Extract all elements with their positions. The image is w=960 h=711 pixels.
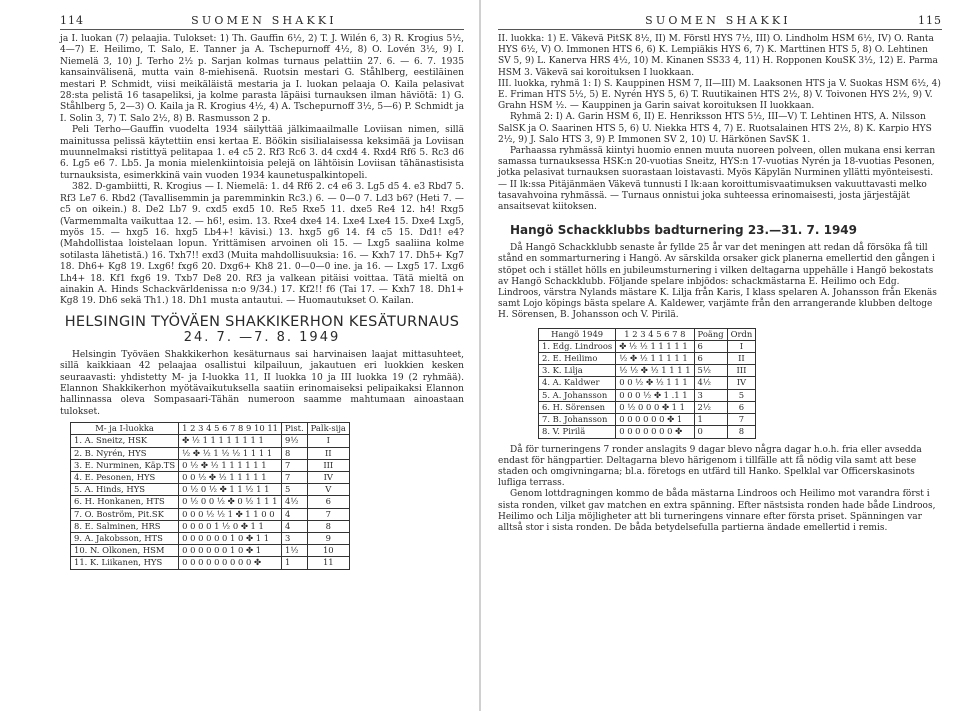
- table-row: 7. B. Johansson 0 0 0 0 0 0 ✤ 1 1 7: [539, 414, 756, 426]
- table-row: 3. K. Lilja ½ ½ ✤ ½ 1 1 1 1 5½ III: [539, 365, 756, 377]
- right-page: [480, 0, 960, 711]
- crosstable-header-row: [71, 423, 350, 435]
- table-row: 6. H. Honkanen, HTS 0 ½ 0 0 ½ ✤ 0 ½ 1 1 1 4½ 6: [71, 496, 350, 508]
- table-row: 4. E. Pesonen, HYS 0 0 ½ ✤ ½ 1 1 1 1 1 7 IV: [71, 472, 350, 484]
- right-paragraph: III. luokka, ryhmä 1: I) S. Kauppinen HSM 7, II—III) M. Laaksonen HTS ja V. Suokas HSM 6½, 4) E. Friman HTS 5½, 5) E. Nyrén HYS 5, 6) T. Ruutikainen HTS 2½, 8) V. Toivonen HYS 2½, 9) V. Grahn HSM ½. — Kauppinen ja Garin saivat koroituksen II luokkaan.: [498, 78, 941, 112]
- helsinki-section-date: 24. 7. —7. 8. 1949: [183, 329, 341, 345]
- right-paragraph: II. luokka: 1) E. Väkevä PitSK 8½, II) M. Förstl HYS 7½, III) O. Lindholm HSM 6½, IV) O. Ranta HYS 6½, V) O. Immonen HTS 6, 6) K. Lempiäkis HYS 6, 7) K. Marttinen HTS 5, 8) O. Lehtinen SV 5, 9) L. Kanerva HRS 4½, 10) M. Kinanen SS33 4, 11) H. Ropponen KouSK 3½, 12) E. Parma HSM 3. Väkevä sai koroituksen I luokkaan.: [498, 34, 938, 78]
- crosstable-rounds-header: 1 2 3 4 5 6 7 8 9 10 11: [179, 423, 282, 435]
- table-row: 10. N. Olkonen, HSM 0 0 0 0 0 0 1 0 ✤ 1 1½ 10: [71, 545, 350, 557]
- helsinki-section-text: Helsingin Työväen Shakkikerhon kesäturnaus sai harvinaisen laajat mittasuhteet, sillä kaikkiaan 42 pelaajaa osallistui kilpailuun, jakautuen eri luokkien kesken seuraavasti: yhdistetty M- ja I-luokka 11, II luokka 10 ja III luokka 19 (2 ryhmää). Elannon Shakkikerhon myötävaikutuksella saatiin erinomaiseksi pelipaikaksi Elannon hallinnassa oleva Sompasaari-Tähän numeroon saamme mahtumaan ainoastaan tulokset.: [60, 349, 464, 417]
- right-running-head: SUOMEN SHAKKI: [645, 14, 791, 27]
- left-body-text: [60, 34, 464, 308]
- hango-closing-text: [498, 445, 942, 535]
- crosstable-rounds-header: 1 2 3 4 5 6 7 8: [616, 328, 694, 340]
- crosstable-corner: Hangö 1949: [539, 328, 616, 340]
- left-page-number: 114: [60, 14, 84, 27]
- table-row: 8. E. Salminen, HRS 0 0 0 0 1 ½ 0 ✤ 1 1 4 8: [71, 520, 350, 532]
- left-paragraph: ja I. luokan (7) pelaajia. Tulokset: 1) Th. Gauffin 6½, 2) T. J. Wilén 6, 3) R. Krogius 5½, 4—7) E. Heilimo, T. Salo, E. Tanner ja A. Tschepurnoff 4½, 8) O. Lovén 3½, 9) I. Niemelä 3, 10) J. Terho 2½ p. Sarjan kolmas turnaus pelattiin 27. 6. — 6. 7. 1935 kansainvälisenä, mutta vain 8-miehisenä. Ruotsin mestari G. Ståhlberg, eestiläinen mestari P. Schmidt, viisi meikäläistä mestaria ja I. luokan pelaaja O. Kaila pelasivat 28:sta pelistä 16 tasapeliksi, ja kolme parasta läpäisi turnauksen ilman häviötä: 1) G. Ståhlberg 5, 2—3) O. Kaila ja R. Krogius 4½, 4) A. Tschepurnoff 3½, 5—6) P. Schmidt ja I. Solin 3, 7) T. Salo 2½, 8) B. Rasmusson 2 p.: [60, 34, 464, 124]
- crosstable-place-header: Palk-sija: [307, 423, 349, 435]
- right-body-text: [498, 34, 942, 213]
- table-row: 11. K. Liikanen, HYS 0 0 0 0 0 0 0 0 0 ✤ 1 11: [71, 557, 350, 569]
- table-row: 9. A. Jakobsson, HTS 0 0 0 0 0 0 1 0 ✤ 1 1 3 9: [71, 533, 350, 545]
- left-running-head: SUOMEN SHAKKI: [191, 14, 337, 27]
- right-page-number: 115: [917, 14, 942, 27]
- table-row: 1. A. Sneitz, HSK ✤ ½ 1 1 1 1 1 1 1 1 9½ I: [71, 435, 350, 447]
- crosstable-points-header: Pist.: [282, 423, 308, 435]
- right-running-header: [498, 14, 942, 30]
- table-row: 2. E. Heilimo ½ ✤ ½ 1 1 1 1 1 6 II: [539, 353, 756, 365]
- helsinki-section-title: HELSINGIN TYÖVÄEN SHAKKIKERHON KESÄTURNAUS: [64, 313, 460, 330]
- table-row: 4. A. Kaldwer 0 0 ½ ✤ ½ 1 1 1 4½ IV: [539, 377, 756, 389]
- table-row: 7. O. Boström, Pit.SK 0 0 0 ½ ½ 1 ✤ 1 1 0 0 4 7: [71, 508, 350, 520]
- right-paragraph: Genom lottdragningen kommo de båda mästarna Lindroos och Heilimo mot varandra först i sista ronden, vilket gav matchen en extra spänning. Efter nästsista ronden hade både Lindroos, Heilimo och Lilja möjligheter att bli turneringens vinnare efter första priset. Spänningen var alltså stor i sista ronden. De båda betydelsefulla partierna ändade emellertid i remis.: [498, 489, 936, 533]
- table-row: 6. H. Sörensen 0 ½ 0 0 0 ✤ 1 1 2½ 6: [539, 401, 756, 413]
- table-row: 5. A. Johansson 0 0 0 ½ ✤ 1 .1 1 3 5: [539, 389, 756, 401]
- table-row: 8. V. Pirilä 0 0 0 0 0 0 0 ✤ 0 8: [539, 426, 756, 438]
- hango-section-text: Då Hangö Schackklubb senaste år fyllde 25 år var det meningen att redan då försöka få till stånd en sommarturnering i Hangö. Av särskilda orsaker gick planerna emellertid den gången i stöpet och i stället hölls en jubileumsturnering i vilken deltagarna uppehälle i Hangö bekostats av Hangö Schackklubb. Följande spelare inbjödos: schackmästarna E. Heilimo och Edg. Lindroos, värstra Nylands mästare K. Lilja från Karis, I klass spelaren A. Johansson från Ekenäs samt Lojo köpings bästa spelare A. Kaldewer, varjämte från den arrangerande klubben deltoge H. Sörensen, B. Johansson och V. Pirilä.: [498, 243, 937, 321]
- table-row: 2. B. Nyrén, HYS ½ ✤ ½ 1 ½ ½ 1 1 1 1 8 II: [71, 447, 350, 459]
- right-paragraph: Ryhmä 2: I) A. Garin HSM 6, II) E. Henriksson HTS 5½, III—V) T. Lehtinen HTS, A. Nilsson SalSK ja O. Saarinen HTS 5, 6) U. Niekka HTS 4, 7) E. Ruotsalainen HTS 2½, 8) K. Karpio HYS 2½, 9) J. Salo HTS 3, 9) P. Immonen SV 2, 10) U. Härkönen SavSK 1.: [498, 112, 932, 145]
- table-row: 3. E. Nurminen, Käp.TS 0 ½ ✤ ½ 1 1 1 1 1 1 7 III: [71, 459, 350, 471]
- crosstable-header-row: [539, 328, 756, 340]
- crosstable-points-header: Poäng: [694, 328, 727, 340]
- table-row: 5. A. Hinds, HYS 0 ½ 0 ½ ✤ 1 1 ½ 1 1 5 V: [71, 484, 350, 496]
- left-paragraph: Peli Terho—Gauffin vuodelta 1934 säilyttää jälkimaailmalle Loviisan nimen, sillä mainitussa pelissä käytettiin ensi kertaa E. Böökin sisilialaisessa keksimää ja Loviisan muunnelmaksi ristittyä pelitapaa 1. e4 c5 2. Rf3 Rc6 3. d4 cxd4 4. Rxd4 Rf6 5. Rc3 d6 6. Lg5 e6 7. Lb5. Ja monia mielenkiintoisia pelejä on lähtöisin Loviisan tähänastisista turnauksista, esimerkkinä vain vuoden 1934 kaunetuspalkintopeli.: [60, 125, 464, 181]
- right-paragraph: Parhaassa ryhmässä kiintyi huomio ennen muuta nuoreen polveen, ollen mukana ensi kerran samassa turnauksessa HSK:n 20-vuotias Sneitz, HYS:n 17-vuotias Nyrén ja 18-vuotias Pesonen, jotka pelasivat turnauksen suorastaan loistavasti. Myös Käpylän Nurminen yllätti myönteisesti. — II lk:ssa Pitäjänmäen Väkevä tunnusti I lk:aan koroittumisvaatimuksen vakuuttavasti melko tasavahvoina ryhmässä. — Turnaus onnistui joka suhteessa erinomaisesti, josta järjestäjät ansaitsevat kiitoksen.: [498, 146, 936, 213]
- right-paragraph: Då för turneringens 7 ronder anslagits 9 dagar blevo några dagar h.o.h. fria eller avsedda endast för hängpartier. Deltagarna blevo härigenom i tillfälle att få nödig vila samt att bese staden och omgivningarna; bl.a. företogs en utfärd till Hanko. Spelklal var Officerskasinots lufliga terrass.: [498, 444, 922, 489]
- left-game-notation: 382. D-gambiitti, R. Krogius — I. Niemelä: 1. d4 Rf6 2. c4 e6 3. Lg5 d5 4. e3 Rbd7 5. Rf3 Le7 6. Rbd2 (Tavallisemmin ja paremminkin Rc3.) 6. — 0—0 7. Ld3 b6? (Heti 7. — c5 on oikein.) 8. De2 Lb7 9. cxd5 exd5 10. Re5 Rxe5 11. dxe5 Re4 12. h4! Rxg5 (Varmemmalta vaikuttaa 12. — h6!, esim. 13. Rxe4 dxe4 14. Lxe4 Lxe4 15. Dxe4 Lxg5, myös 15. — hxg5 16. hxg5 Lb4+! kävisi.) 13. hxg5 g6 14. f4 c5 15. Dd1! e4? (Mahdollistaa loistelaan lopun. Yrittämisen arvoinen oli 15. — Lxg5 saaliina kolme sotilasta lähetistä.) 16. Txh7!! exd3 (Muita mahdollisuuksia: 16. — Kxh7 17. Dh5+ Kg7 18. Dh6+ Kg8 19. Lxg6! fxg6 20. Dxg6+ Kh8 21. 0—0—0 ine. ja 16. — Lxg5 17. Lxg6 Lh4+ 18. Kf1 fxg6 19. Txb7 De8 20. Rf3 ja valkean pitäisi voittaa. Tätä mieltä on ainakin A. Hinds Schackvärldenissa n:o 9/34.) 17. Kf2!! f6 (Tai 17. — Kxh7 18. Dh1+ Kg8 19. Dh6 sekä Th1.) 18. Dh1 musta antautui. — Huomautukset O. Kailan.: [60, 182, 464, 307]
- table-row: 1. Edg. Lindroos ✤ ½ ½ 1 1 1 1 1 6 I: [539, 340, 756, 352]
- hango-crosstable: [538, 328, 756, 439]
- helsinki-crosstable: [70, 422, 350, 569]
- left-running-header: [60, 14, 464, 30]
- crosstable-place-header: Ordn: [727, 328, 756, 340]
- hango-section-title: Hangö Schackklubbs badturnering 23.—31. 7. 1949: [510, 223, 857, 238]
- crosstable-corner: M- ja I-luokka: [71, 423, 179, 435]
